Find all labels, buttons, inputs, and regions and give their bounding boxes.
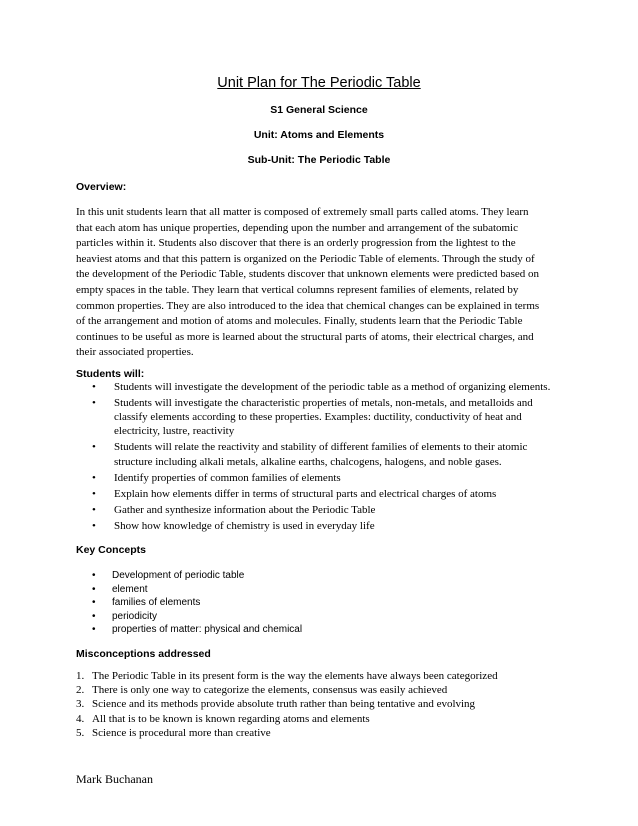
list-item bbox=[90, 440, 560, 468]
list-item-text: properties of matter: physical and chemical bbox=[112, 624, 303, 635]
item-number: 1. bbox=[76, 670, 85, 682]
list-item bbox=[76, 712, 566, 726]
list-item-text: There is only one way to categorize the elements, consensus was easily achieved bbox=[92, 684, 448, 697]
overview-line: particles within it. Students also discover that there is an orderly progression from the lightest to the bbox=[76, 237, 516, 250]
bullet-icon: • bbox=[92, 381, 96, 393]
bullet-icon: • bbox=[92, 597, 96, 608]
misconceptions-heading: Misconceptions addressed bbox=[76, 648, 211, 660]
bullet-icon: • bbox=[92, 397, 96, 409]
overview-line: of the arrangement and motion of atoms and molecules. Finally, students learn that the Periodic Table bbox=[76, 315, 523, 328]
list-item-text: Gather and synthesize information about the Periodic Table bbox=[114, 503, 376, 516]
list-item-text: Students will investigate the development of the periodic table as a method of organizing elements. bbox=[114, 381, 551, 393]
key-concepts-heading: Key Concepts bbox=[76, 544, 147, 556]
list-item-text: Students will investigate the characteristic properties of metals, non-metals, and metalloids and classify elements according to these properties. Examples: ductility, conductivity of heat and electricity, lustre, reactivity bbox=[114, 397, 533, 438]
list-item bbox=[76, 683, 566, 697]
subunit-name: Sub-Unit: The Periodic Table bbox=[247, 154, 391, 166]
bullet-icon: • bbox=[92, 471, 96, 484]
misconceptions-list bbox=[76, 669, 566, 740]
overview-heading: Overview: bbox=[76, 181, 127, 193]
item-number: 3. bbox=[76, 698, 85, 711]
list-item-text: Science and its methods provide absolute truth rather than being tentative and evolving bbox=[92, 698, 476, 711]
list-item bbox=[90, 596, 560, 610]
bullet-icon: • bbox=[92, 441, 96, 454]
list-item-text: Identify properties of common families of elements bbox=[114, 471, 341, 484]
bullet-icon: • bbox=[92, 610, 96, 622]
item-number: 5. bbox=[76, 726, 85, 739]
overview-line: their associated properties. bbox=[76, 346, 194, 359]
list-item-text: All that is to be known is known regarding atoms and elements bbox=[92, 712, 370, 725]
bullet-icon: • bbox=[92, 503, 96, 516]
list-item-text: The Periodic Table in its present form is the way the elements have always been categorized bbox=[92, 670, 498, 682]
list-item bbox=[90, 396, 560, 439]
list-item-text: families of elements bbox=[112, 597, 201, 608]
list-item bbox=[90, 380, 560, 394]
list-item bbox=[90, 503, 560, 517]
list-item-text: Show how knowledge of chemistry is used in everyday life bbox=[114, 519, 375, 532]
list-item bbox=[90, 569, 560, 583]
list-item bbox=[76, 669, 566, 683]
bullet-icon: • bbox=[92, 487, 96, 500]
list-item bbox=[76, 697, 566, 711]
students-will-heading: Students will: bbox=[76, 368, 145, 380]
bullet-icon: • bbox=[92, 570, 96, 581]
list-item-text: Development of periodic table bbox=[112, 570, 245, 581]
overview-line: heaviest atoms and that this pattern is organized on the Periodic Table of elements. Through the study of bbox=[76, 252, 535, 265]
list-item-text: element bbox=[112, 583, 148, 595]
bullet-icon: • bbox=[92, 583, 96, 595]
item-number: 2. bbox=[76, 684, 85, 697]
list-item bbox=[90, 519, 560, 533]
list-item bbox=[90, 471, 560, 485]
overview-line: common properties. They are also introduced to the idea that chemical changes can be explained in terms bbox=[76, 299, 540, 312]
overview-line: In this unit students learn that all matter is composed of extremely small parts called atoms. They learn bbox=[76, 206, 529, 218]
overview-line: the development of the Periodic Table, students discover that unknown elements were predicted based on bbox=[76, 268, 540, 281]
overview-paragraph bbox=[76, 205, 566, 361]
overview-line: that each atom has unique properties, depending upon the number and arrangement of the subatomic bbox=[76, 221, 518, 234]
list-item bbox=[90, 623, 560, 637]
footer-author: Mark Buchanan bbox=[76, 772, 153, 786]
list-item-text: Science is procedural more than creative bbox=[92, 726, 271, 739]
list-item bbox=[76, 726, 566, 740]
overview-line: continues to be useful as more is learned about the structural parts of atoms, their electrical charges, and bbox=[76, 330, 534, 343]
list-item-text: periodicity bbox=[112, 610, 158, 622]
page-title: Unit Plan for The Periodic Table bbox=[217, 75, 421, 91]
course-name: S1 General Science bbox=[270, 104, 368, 116]
bullet-icon: • bbox=[92, 519, 96, 532]
item-number: 4. bbox=[76, 712, 85, 725]
unit-name: Unit: Atoms and Elements bbox=[253, 129, 385, 141]
list-item-text: Students will relate the reactivity and stability of different families of elements to their atomic structure including alkali metals, alkaline earths, chalcogens, halogens, and noble gases. bbox=[114, 441, 528, 468]
students-will-list bbox=[90, 380, 560, 535]
list-item-text: Explain how elements differ in terms of structural parts and electrical charges of atoms bbox=[114, 487, 497, 500]
key-concepts-list bbox=[90, 569, 560, 637]
list-item bbox=[90, 487, 560, 501]
bullet-icon: • bbox=[92, 624, 96, 635]
overview-line: empty spaces in the table. They learn that vertical columns represent families of elements, related by bbox=[76, 283, 519, 296]
list-item bbox=[90, 583, 560, 597]
list-item bbox=[90, 610, 560, 624]
